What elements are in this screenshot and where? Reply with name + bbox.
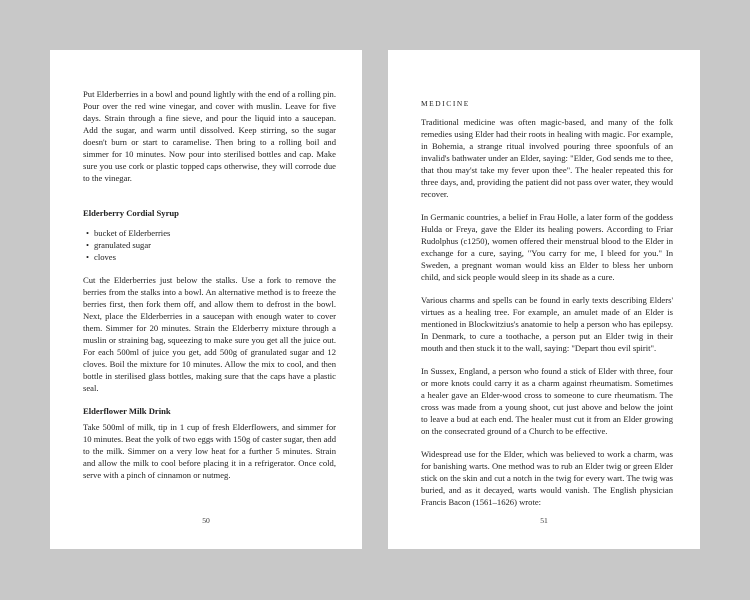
body-paragraph: In Sussex, England, a person who found a stick of Elder with three, four or more knots could carry it as a charm against rheumatism. Sometimes a healer gave an Elder-wood cross to someone to cure rheumatism. The cross was made from a young shoot, cut just above and below the joint to leave a bud at each end. The healer must cut it from an Elder growing on the consecrated ground of a Church to be effective. <box>421 366 673 436</box>
right-page <box>388 50 700 549</box>
body-paragraph: In Germanic countries, a belief in Frau Holle, a later form of the goddess Hulda or Freya, gave the Elder its healing powers. According to Friar Rudolphus (c1250), women offered their menstrual blood to the Elder in exchange for a cure, saying, "You carry for me, I bleed for you." In Sweden, a pregnant woman would kiss an Elder to bless her unborn child, and sick people would sleep in its shade as a cure. <box>421 212 673 282</box>
ingredient-item: • cloves <box>86 251 336 263</box>
ingredient-item: • bucket of Elderberries <box>86 227 336 239</box>
ingredient-list <box>83 227 336 263</box>
left-page-text <box>83 88 336 492</box>
cordial-method-paragraph: Cut the Elderberries just below the stalks. Use a fork to remove the berries from the stalks into a bowl. An alternative method is to freeze the berries first, then fork them off, and allow them to defrost in the bowl. Next, place the Elderberries in a saucepan with enough water to cover them. Simmer for 20 minutes. Strain the Elderberry mixture through a muslin or straining bag, squeezing to make sure you get all the juice out. For each 500ml of juice you get, add 500g of granulated sugar and 12 cloves. Boil the mixture for 10 minutes. Allow the mix to cool, and then bottle in sterilised glass bottles, making sure that the caps have a plastic seal. <box>83 275 336 393</box>
page-number: 50 <box>202 516 210 525</box>
section-heading-medicine: MEDICINE <box>421 99 470 108</box>
vinegar-method-paragraph: Put Elderberries in a bowl and pound lightly with the end of a rolling pin. Pour over the red wine vinegar, and cover with muslin. Leave for five days. Strain through a fine sieve, and pour the liquid into a saucepan. Add the sugar, and warm until dissolved. Keep stirring, so the sugar doesn't burn or start to caramelise. Then bring to a rolling boil and simmer for 10 minutes. Now pour into sterilised bottles and cap. Make sure you use cork or plastic topped caps otherwise, they will corrode due to the vinegar. <box>83 89 336 183</box>
right-page-text <box>421 98 673 508</box>
milk-drink-method-paragraph: Take 500ml of milk, tip in 1 cup of fresh Elderflowers, and simmer for 10 minutes. Beat the yolk of two eggs with 150g of caster sugar, then add to the milk. Simmer on a very low heat for a further 5 minutes. Strain and allow the milk to cool before placing it in a refrigerator. Once cold, serve with a pinch of cinnamon or nutmeg. <box>83 422 336 480</box>
ingredient-item: • granulated sugar <box>86 239 336 251</box>
body-paragraph: Traditional medicine was often magic-based, and many of the folk remedies using Elder had their roots in healing with magic. For example, in Bohemia, a strange ritual involved pouring three spoonfuls of an invalid's bathwater under an Elder, saying: "Elder, God sends me to thee, that thou may'st take my fever upon thee". The healer repeated this for three days, and, providing the patient did not pass over water, they would recover. <box>421 117 673 199</box>
body-paragraph: Various charms and spells can be found in early texts describing Elders' virtues as a healing tree. For example, an amulet made of an Elder is mentioned in Blockwitzius's anatomie to help a person who has epilepsy. In Denmark, to cure a toothache, a person put an Elder twig in their mouth and then stuck it to the wall, saying: "Depart thou evil spirit". <box>421 295 673 353</box>
left-page <box>50 50 362 549</box>
body-paragraph: Widespread use for the Elder, which was believed to work a charm, was for banishing warts. One method was to rub an Elder twig or green Elder stick on the skin and cut a notch in the twig for every wart. The twig was buried, and as it decayed, warts would vanish. The English physician Francis Bacon (1561–1626) wrote: <box>421 449 673 507</box>
recipe-title-elderflower-milk: Elderflower Milk Drink <box>83 406 171 416</box>
page-number: 51 <box>540 516 548 525</box>
recipe-title-elderberry-cordial: Elderberry Cordial Syrup <box>83 208 179 218</box>
